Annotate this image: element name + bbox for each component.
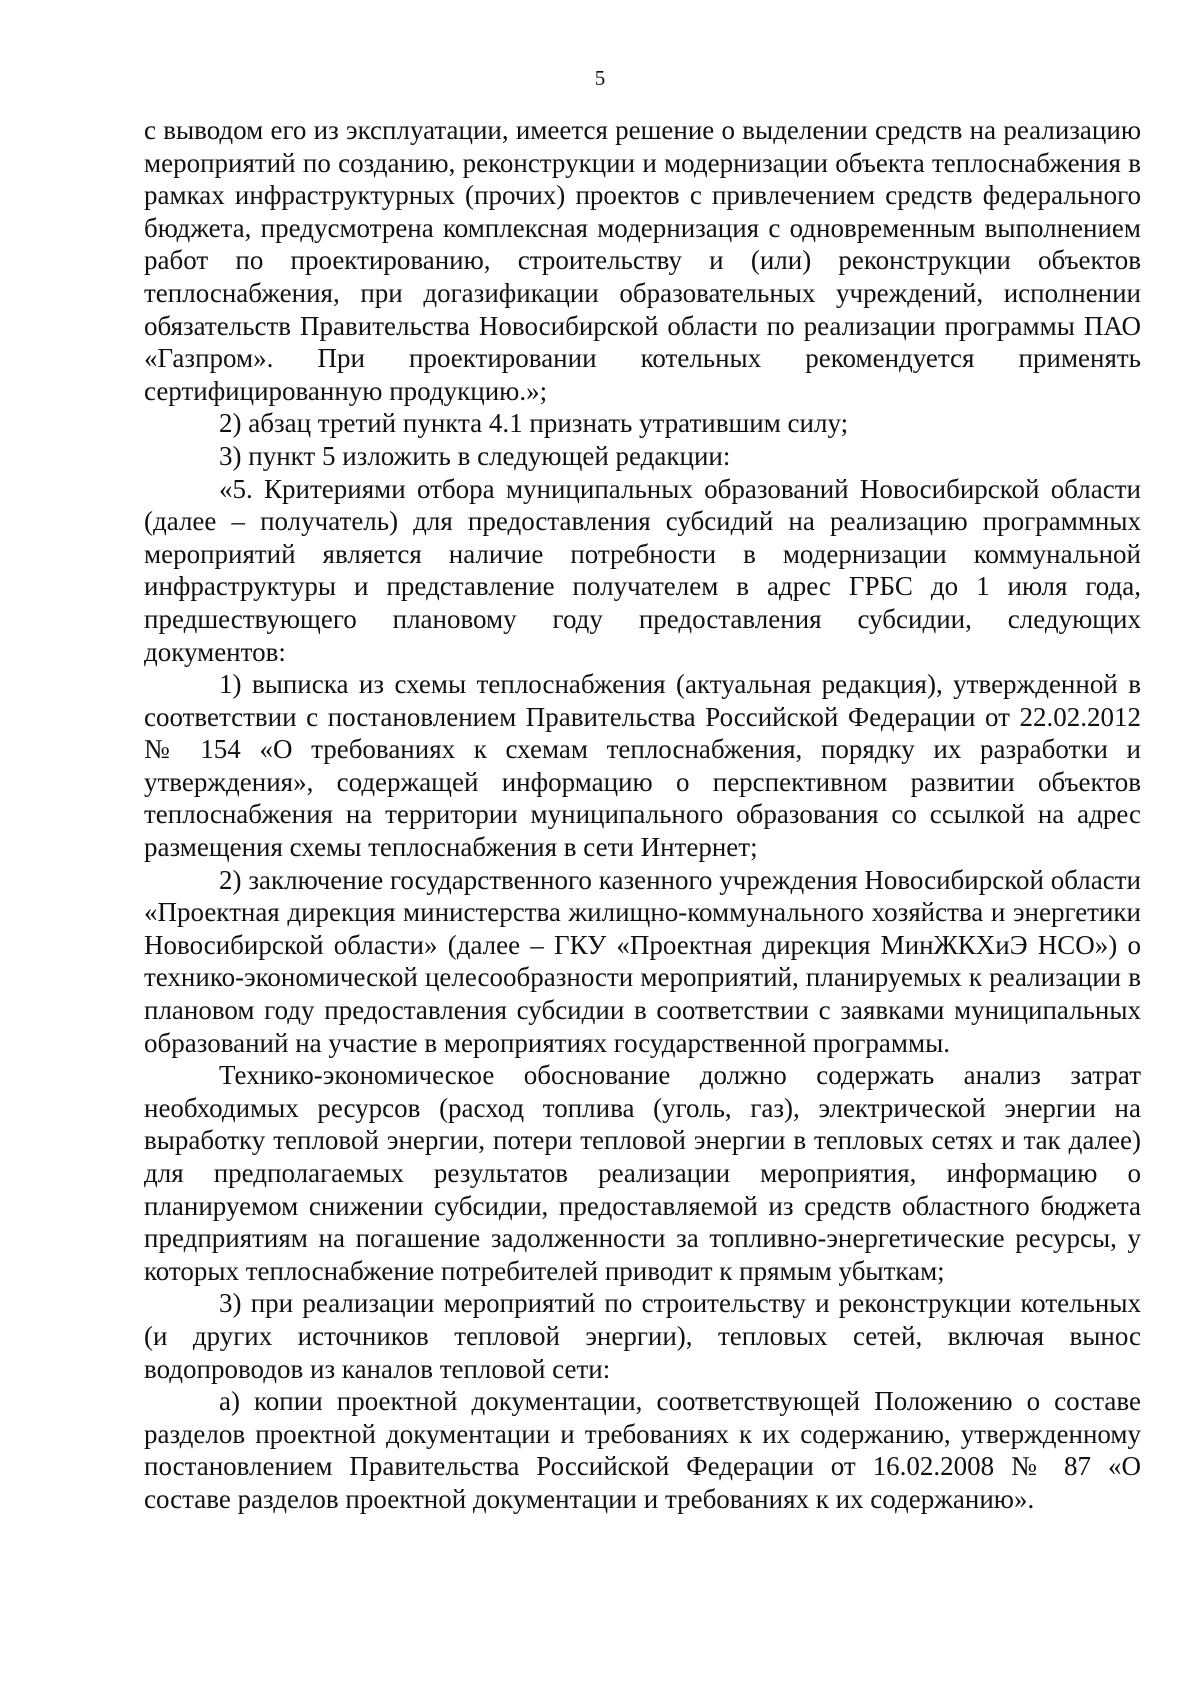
paragraph-subitem-1: 1) выписка из схемы теплоснабжения (актуальная редакция), утвержденной в соответствии с постановлением Правительства Российской Федерации от 22.02.2012 № 154 «О требованиях к схемам теплоснабжения, порядку их разработки и утверждения», содержащей информацию о перспективном развитии объектов теплоснабжения на территории муниципального образования со ссылкой на адрес размещения схемы теплоснабжения в сети Интернет; [144, 669, 1141, 863]
document-body [144, 114, 1141, 1516]
paragraph-continuation: с выводом его из эксплуатации, имеется решение о выделении средств на реализацию мероприятий по созданию, реконструкции и модернизации объекта теплоснабжения в рамках инфраструктурных (прочих) проектов с привлечением средств федерального бюджета, предусмотрена комплексная модернизация с одновременным выполнением работ по проектированию, строительству и (или) реконструкции объектов теплоснабжения, при догазификации образовательных учреждений, исполнении обязательств Правительства Новосибирской области по реализации программы ПАО «Газпром». При проектировании котельных рекомендуется применять сертифицированную продукцию.»; [144, 115, 1141, 406]
paragraph-subitem-a: а) копии проектной документации, соответствующей Положению о составе разделов проектной документации и требованиях к их содержанию, утвержденному постановлением Правительства Российской Федерации от 16.02.2008 № 87 «О составе разделов проектной документации и требованиях к их содержанию». [144, 1386, 1141, 1514]
paragraph-feasibility-study: Технико-экономическое обоснование должно содержать анализ затрат необходимых ресурсов (расход топлива (уголь, газ), электрической энергии на выработку тепловой энергии, потери тепловой энергии в тепловых сетях и так далее) для предполагаемых результатов реализации мероприятия, информацию о планируемом снижении субсидии, предоставляемой из средств областного бюджета предприятиям на погашение задолженности за топливно-энергетические ресурсы, у которых теплоснабжение потребителей приводит к прямым убыткам; [144, 1060, 1141, 1286]
paragraph-subitem-3: 3) при реализации мероприятий по строительству и реконструкции котельных (и других источников тепловой энергии), тепловых сетей, включая вынос водопроводов из каналов тепловой сети: [144, 1288, 1141, 1384]
paragraph-subitem-2: 2) заключение государственного казенного учреждения Новосибирской области «Проектная дирекция министерства жилищно-коммунального хозяйства и энергетики Новосибирской области» (далее – ГКУ «Проектная дирекция МинЖКХиЭ НСО») о технико-экономической целесообразности мероприятий, планируемых к реализации в плановом году предоставления субсидии в соответствии с заявками муниципальных образований на участие в мероприятиях государственной программы. [144, 864, 1141, 1058]
paragraph-clause-5: «5. Критериями отбора муниципальных образований Новосибирской области (далее – получатель) для предоставления субсидий на реализацию программных мероприятий является наличие потребности в модернизации коммунальной инфраструктуры и представление получателем в адрес ГРБС до 1 июля года, предшествующего плановому году предоставления субсидии, следующих документов: [144, 473, 1141, 667]
paragraph-item-2: 2) абзац третий пункта 4.1 признать утратившим силу; [219, 408, 849, 439]
page-number: 5 [594, 66, 606, 90]
paragraph-item-3: 3) пункт 5 изложить в следующей редакции: [219, 440, 731, 471]
